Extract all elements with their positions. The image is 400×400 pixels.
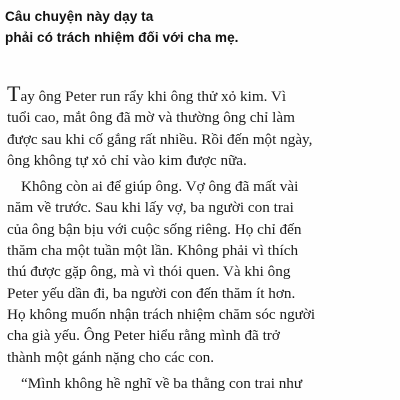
paragraph-1-line-4: ông không tự xỏ chỉ vào kim được nữa. xyxy=(7,151,247,169)
paragraph-2-line-2: năm về trước. Sau khi lấy vợ, ba người con trai xyxy=(7,199,294,217)
paragraph-2-line-9: thành một gánh nặng cho các con. xyxy=(7,348,215,366)
lesson-line-2: phải có trách nhiệm đối với cha mẹ. xyxy=(5,30,239,45)
paragraph-2-line-4: thăm cha một tuần một lần. Không phải vì thích xyxy=(7,242,299,260)
lesson-caption xyxy=(5,6,239,48)
story-body xyxy=(7,81,395,399)
paragraph-1-line-1 xyxy=(7,81,395,107)
paragraph-1 xyxy=(7,81,395,171)
paragraph-2-line-1: Không còn ai để giúp ông. Vợ ông đã mất vài xyxy=(21,178,299,196)
paragraph-2-line-8: cha già yếu. Ông Peter hiểu rằng mình đã trở xyxy=(7,327,280,345)
drop-cap-letter: T xyxy=(7,81,21,106)
paragraph-3 xyxy=(7,373,395,394)
paragraph-2-line-5: thú được gặp ông, mà vì thói quen. Và khi ông xyxy=(7,263,291,281)
paragraph-1-line-3: được sau khi cố gắng rất nhiều. Rồi đến một ngày, xyxy=(7,130,313,148)
paragraph-1-line-2: tuổi cao, mắt ông đã mờ và thường ông chỉ làm xyxy=(7,109,295,127)
paragraph-1-line-1-rest: ay ông Peter run rẩy khi ông thử xỏ kim. Vì xyxy=(20,88,287,105)
lesson-line-1: Câu chuyện này dạy ta xyxy=(5,9,154,24)
paragraph-2 xyxy=(7,176,395,368)
paragraph-2-line-7: Họ không muốn nhận trách nhiệm chăm sóc người xyxy=(7,305,316,323)
paragraph-3-line-1: “Mình không hề nghĩ về ba thằng con trai như xyxy=(21,374,303,392)
paragraph-2-line-6: Peter yếu dần đi, ba người con đến thăm ít hơn. xyxy=(7,284,296,302)
paragraph-2-line-3: của ông bận bịu với cuộc sống riêng. Họ chỉ đến xyxy=(7,220,302,238)
